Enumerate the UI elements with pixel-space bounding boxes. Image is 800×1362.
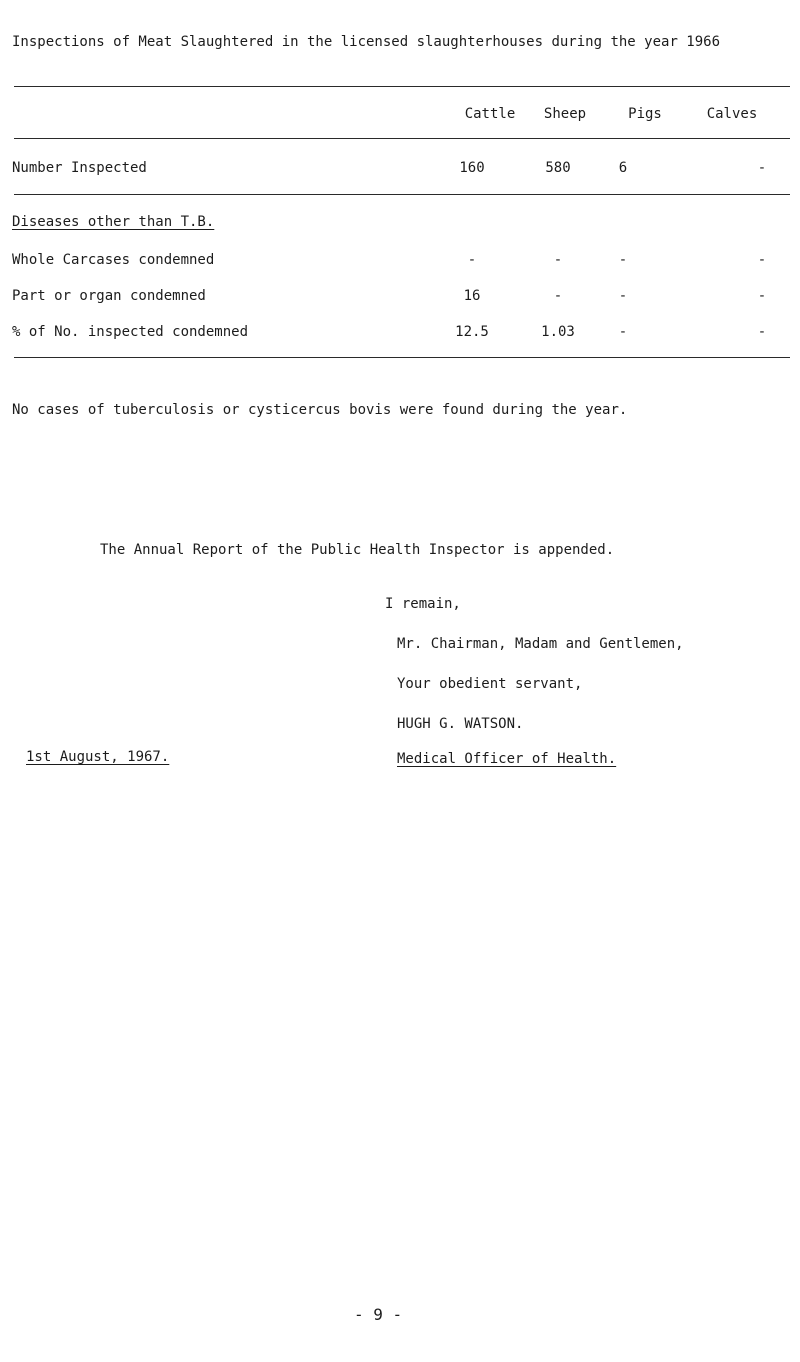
part-organ-calves: - bbox=[757, 288, 767, 304]
table-bottom-rule bbox=[14, 357, 790, 358]
part-organ-sheep: - bbox=[553, 288, 563, 304]
closing-remain: I remain, bbox=[385, 596, 461, 612]
closing-salutation: Mr. Chairman, Madam and Gentlemen, bbox=[397, 636, 684, 652]
letter-date: 1st August, 1967. bbox=[26, 749, 170, 765]
whole-carcases-sheep: - bbox=[553, 252, 563, 268]
column-header-cattle: Cattle bbox=[464, 106, 516, 122]
number-inspected-sheep: 580 bbox=[545, 160, 571, 176]
appendix-note: The Annual Report of the Public Health Inspector is appended. bbox=[100, 542, 615, 558]
tuberculosis-note: No cases of tuberculosis or cysticercus bovis were found during the year. bbox=[12, 402, 628, 418]
row-label-part-organ: Part or organ condemned bbox=[12, 288, 206, 304]
page-title: Inspections of Meat Slaughtered in the licensed slaughterhouses during the year 1966 bbox=[12, 34, 721, 50]
header-rule bbox=[14, 138, 790, 139]
signatory-name: HUGH G. WATSON. bbox=[397, 716, 524, 732]
number-inspected-label: Number Inspected bbox=[12, 160, 147, 176]
column-header-calves: Calves bbox=[706, 106, 758, 122]
inspected-rule bbox=[14, 194, 790, 195]
whole-carcases-cattle: - bbox=[467, 252, 477, 268]
whole-carcases-calves: - bbox=[757, 252, 767, 268]
number-inspected-calves: - bbox=[757, 160, 767, 176]
page-number: - 9 - bbox=[354, 1305, 403, 1324]
percent-condemned-pigs: - bbox=[618, 324, 628, 340]
percent-condemned-sheep: 1.03 bbox=[541, 324, 575, 340]
column-header-sheep: Sheep bbox=[543, 106, 587, 122]
percent-condemned-calves: - bbox=[757, 324, 767, 340]
number-inspected-pigs: 6 bbox=[618, 160, 628, 176]
row-label-whole-carcases: Whole Carcases condemned bbox=[12, 252, 215, 268]
row-label-percent-condemned: % of No. inspected condemned bbox=[12, 324, 249, 340]
table-top-rule bbox=[14, 86, 790, 87]
whole-carcases-pigs: - bbox=[618, 252, 628, 268]
signatory-position: Medical Officer of Health. bbox=[397, 751, 617, 767]
closing-servant: Your obedient servant, bbox=[397, 676, 583, 692]
part-organ-cattle: 16 bbox=[463, 288, 481, 304]
section-heading: Diseases other than T.B. bbox=[12, 214, 215, 230]
percent-condemned-cattle: 12.5 bbox=[455, 324, 489, 340]
part-organ-pigs: - bbox=[618, 288, 628, 304]
column-header-pigs: Pigs bbox=[628, 106, 662, 122]
number-inspected-cattle: 160 bbox=[459, 160, 485, 176]
